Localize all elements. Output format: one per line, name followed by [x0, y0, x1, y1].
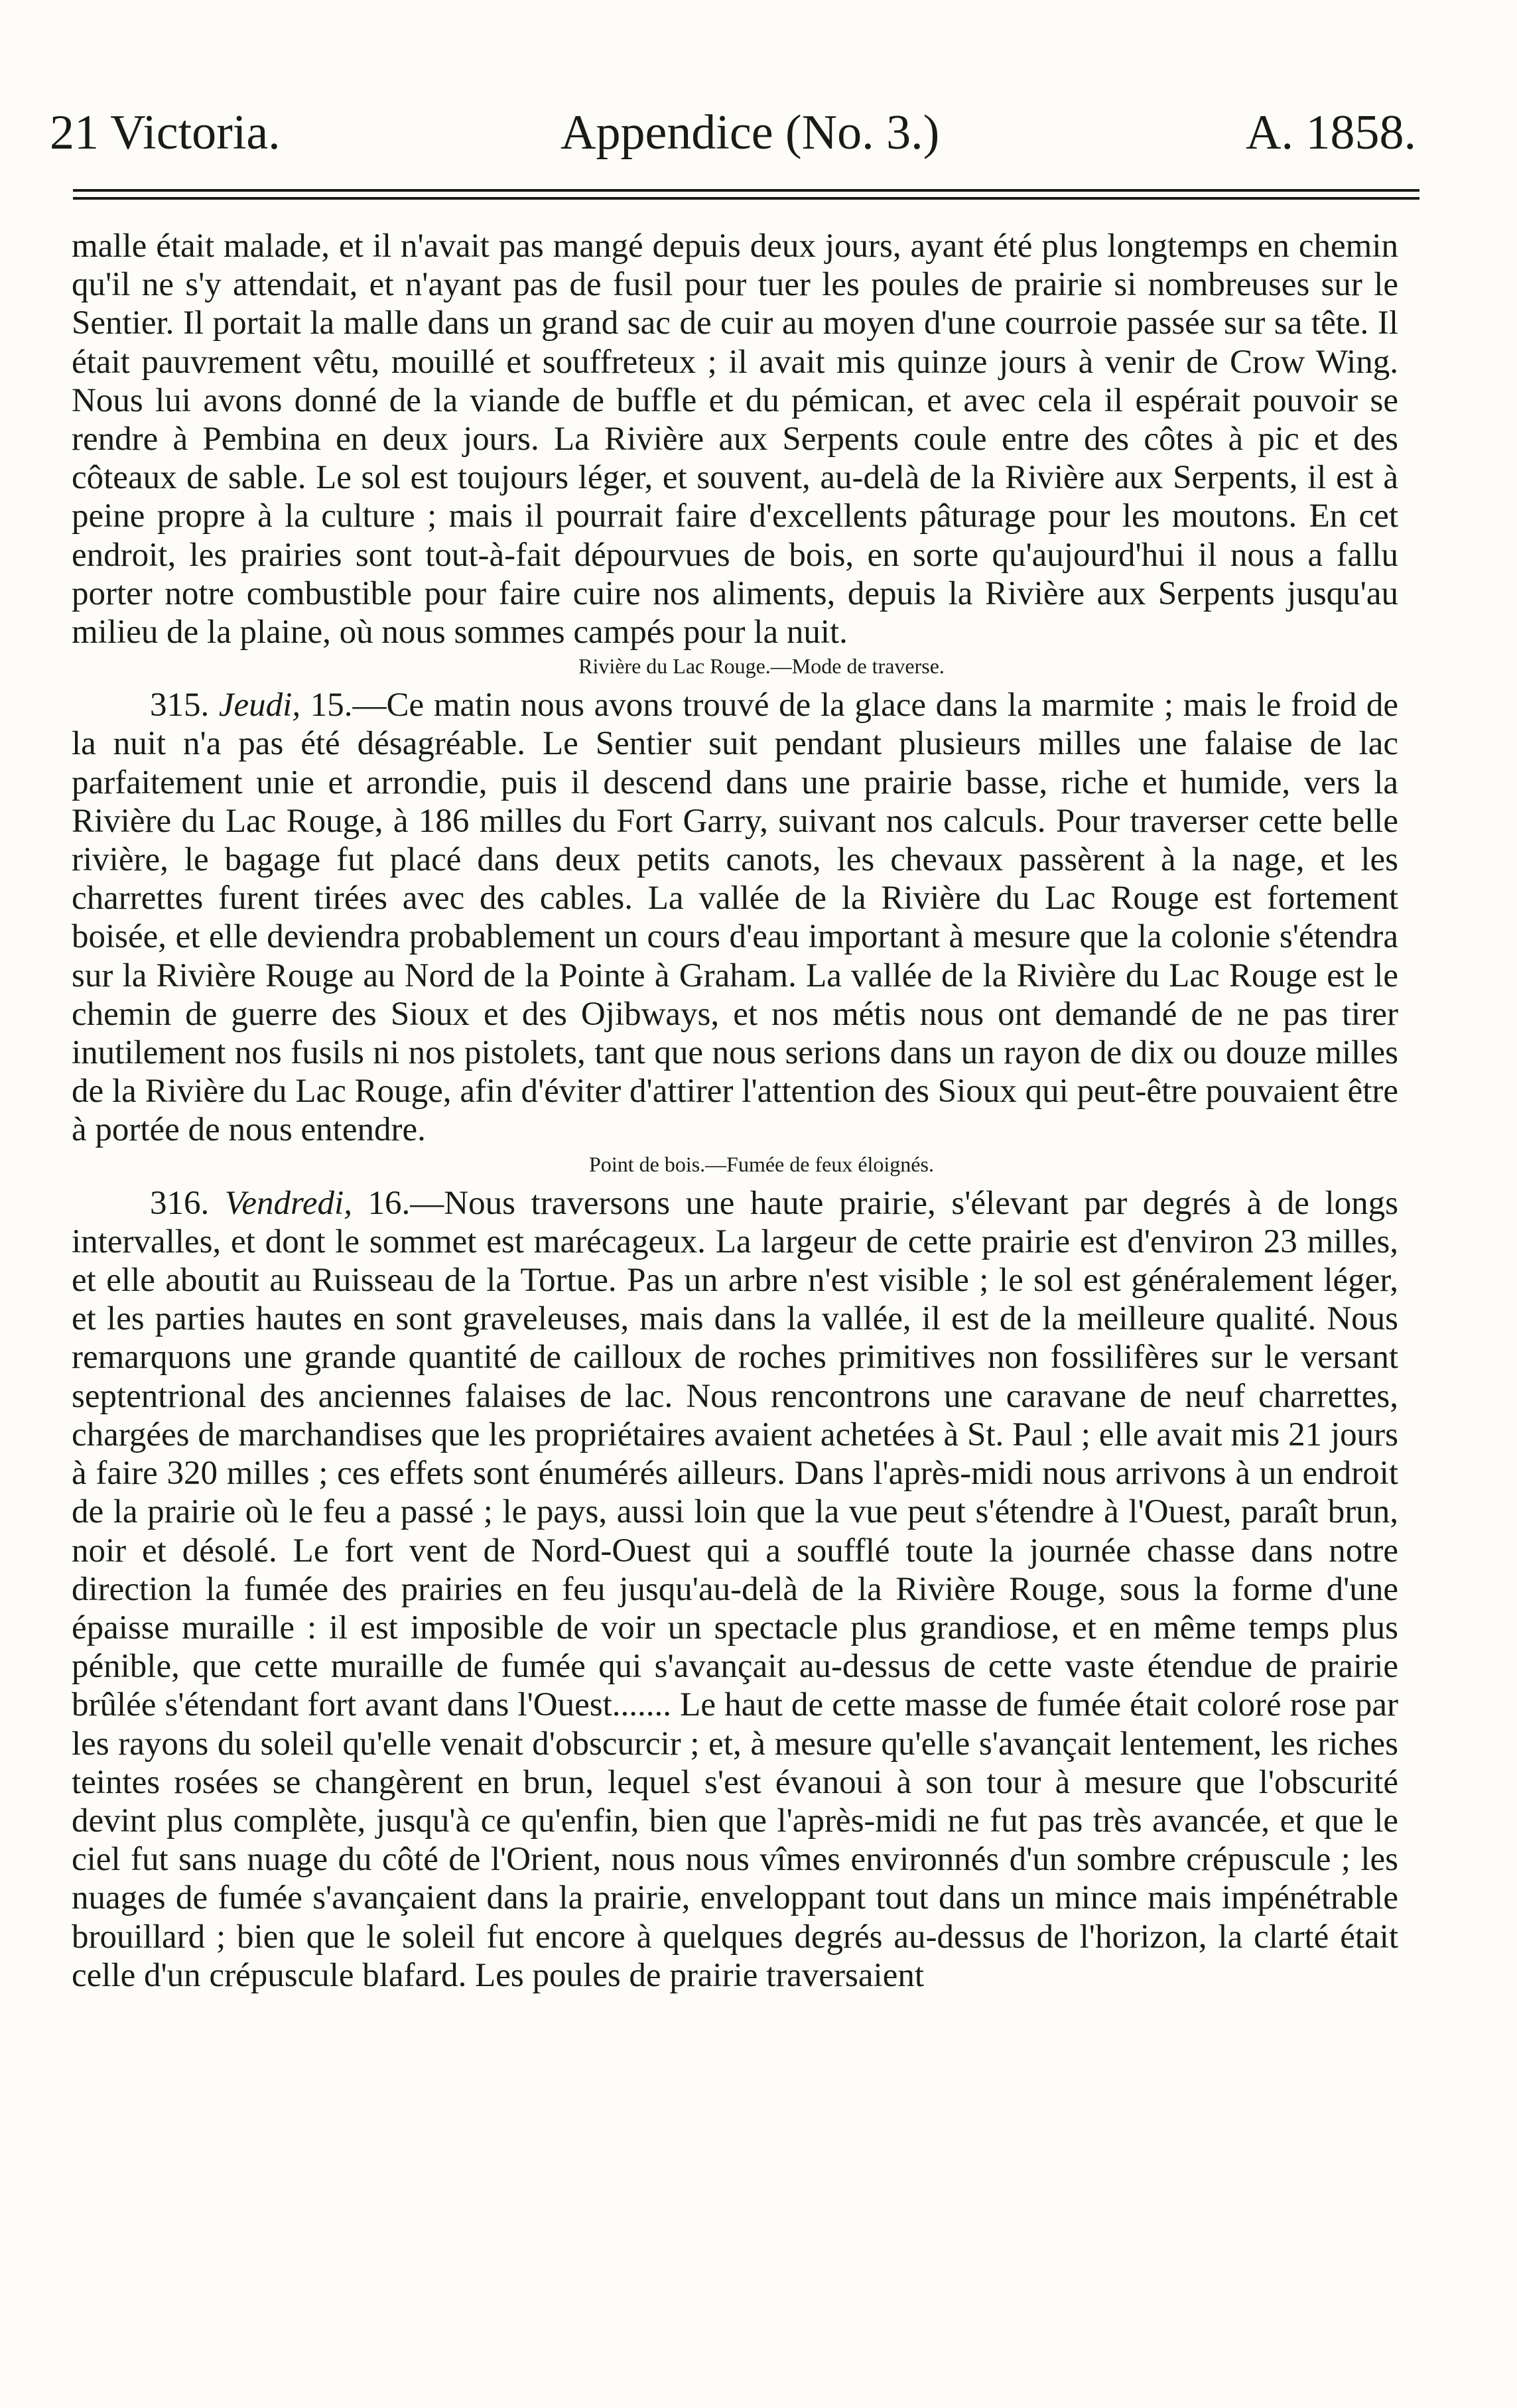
paragraph-number: 315.: [150, 687, 210, 724]
paragraph-text: 16.—Nous traversons une haute prairie, s'élevant par degrés à de longs intervalles, et dont le sommet est marécageux. La largeur de cette prairie est d'environ 23 milles, et elle aboutit au Ruisseau de la Tortue. Pas un arbre n'est visible ; le sol est généralement léger, et les parties hautes en sont graveleuses, mais dans la vallée, il est de la meilleure qualité. Nous remarquons une grande quantité de cailloux de roches primitives non fossilifères sur le versant septentrional des anciennes falaises de lac. Nous rencontrons une caravane de neuf charrettes, chargées de marchandises que les propriétaires avaient achetées à St. Paul ; elle avait mis 21 jours à faire 320 milles ; ces effets sont énumérés ailleurs. Dans l'après-midi nous arrivons à un endroit de la prairie où le feu a passé ; le pays, aussi loin que la vue peut s'étendre à l'Ouest, paraît brun, noir et désolé. Le fort vent de Nord-Ouest qui a soufflé toute la journée chasse dans notre direction la fumée des prairies en feu jusqu'au-delà de la Rivière Rouge, sous la forme d'une épaisse muraille : il est imposible de voir un spectacle plus grandiose, et en même temps plus pénible, que cette muraille de fumée qui s'avançait au-dessus de cette vaste étendue de prairie brûlée s'étendant fort avant dans l'Ouest....... Le haut de cette masse de fumée était coloré rose par les rayons du soleil qu'elle venait d'obscurcir ; et, à mesure qu'elle s'avançait lentement, les riches teintes rosées se changèrent en brun, lequel s'est évanoui à son tour à mesure que l'obscurité devint plus complète, jusqu'à ce qu'enfin, bien que l'après-midi ne fut pas très avancée, et que le ciel fut sans nuage du côté de l'Orient, nous nous vîmes environnés d'un sombre crépuscule ; les nuages de fumée s'avançaient dans la prairie, enveloppant tout dans un mince mais impénétrable brouillard ; bien que le soleil fut encore à quelques degrés au-dessus de l'horizon, la clarté était celle d'un crépuscule blafard. Les poules de prairie traversaient: [72, 1184, 1399, 1994]
header-session: 21 Victoria.: [50, 105, 281, 160]
paragraph-text: 15.—Ce matin nous avons trouvé de la glace dans la marmite ; mais le froid de la nuit n'a pas été désagréable. Le Sentier suit pendant plusieurs milles une falaise de lac parfaitement unie et arrondie, puis il descend dans une prairie basse, riche et humide, vers la Rivière du Lac Rouge, à 186 milles du Fort Garry, suivant nos calculs. Pour traverser cette belle rivière, le bagage fut placé dans deux petits canots, les chevaux passèrent à la nage, et les charrettes furent tirées avec des cables. La vallée de la Rivière du Lac Rouge est fortement boisée, et elle deviendra probablement un cours d'eau important à mesure que la colonie s'étendra sur la Rivière Rouge au Nord de la Pointe à Graham. La vallée de la Rivière du Lac Rouge est le chemin de guerre des Sioux et des Ojibways, et nos métis nous ont demandé de ne pas tirer inutilement nos fusils ni nos pistolets, tant que nous serions dans un rayon de dix ou douze milles de la Rivière du Lac Rouge, afin d'éviter d'attirer l'attention des Sioux qui peut-être pouvaient être à portée de nous entendre.: [72, 687, 1399, 1149]
header-year: A. 1858.: [1246, 105, 1416, 160]
paragraph-315: [72, 686, 1398, 1149]
paragraph-day: Vendredi,: [224, 1184, 352, 1222]
body-text: [72, 227, 1398, 1995]
side-heading: Point de bois.—Fumée de feux éloignés.: [589, 1152, 934, 1176]
paragraph-continued: malle était malade, et il n'avait pas mangé depuis deux jours, ayant été plus longtemps en chemin qu'il ne s'y attendait, et n'ayant pas de fusil pour tuer les poules de prairie si nombreuses sur le Sentier. Il portait la malle dans un grand sac de cuir au moyen d'une courroie passée sur sa tête. Il était pauvrement vêtu, mouillé et souffreteux ; il avait mis quinze jours à venir de Crow Wing. Nous lui avons donné de la viande de buffle et du pémican, et avec cela il espérait pouvoir se rendre à Pembina en deux jours. La Rivière aux Serpents coule entre des côtes à pic et des côteaux de sable. Le sol est toujours léger, et souvent, au-delà de la Rivière aux Serpents, il est à peine propre à la culture ; mais il pourrait faire d'excellents pâturage pour les moutons. En cet endroit, les prairies sont tout-à-fait dépourvues de bois, en sorte qu'aujourd'hui il nous a fallu porter notre combustible pour faire cuire nos aliments, depuis la Rivière aux Serpents jusqu'au milieu de la plaine, où nous sommes campés pour la nuit.: [72, 228, 1398, 651]
header-rule-top: [73, 189, 1419, 192]
paragraph-day: Jeudi,: [218, 687, 301, 724]
header-rule-bottom: [73, 197, 1419, 200]
header-appendix: Appendice (No. 3.): [561, 105, 940, 160]
running-head: [50, 100, 1416, 166]
paragraph-number: 316.: [150, 1184, 210, 1222]
side-heading: Rivière du Lac Rouge.—Mode de traverse.: [578, 654, 945, 679]
paragraph-316: [72, 1184, 1398, 1995]
